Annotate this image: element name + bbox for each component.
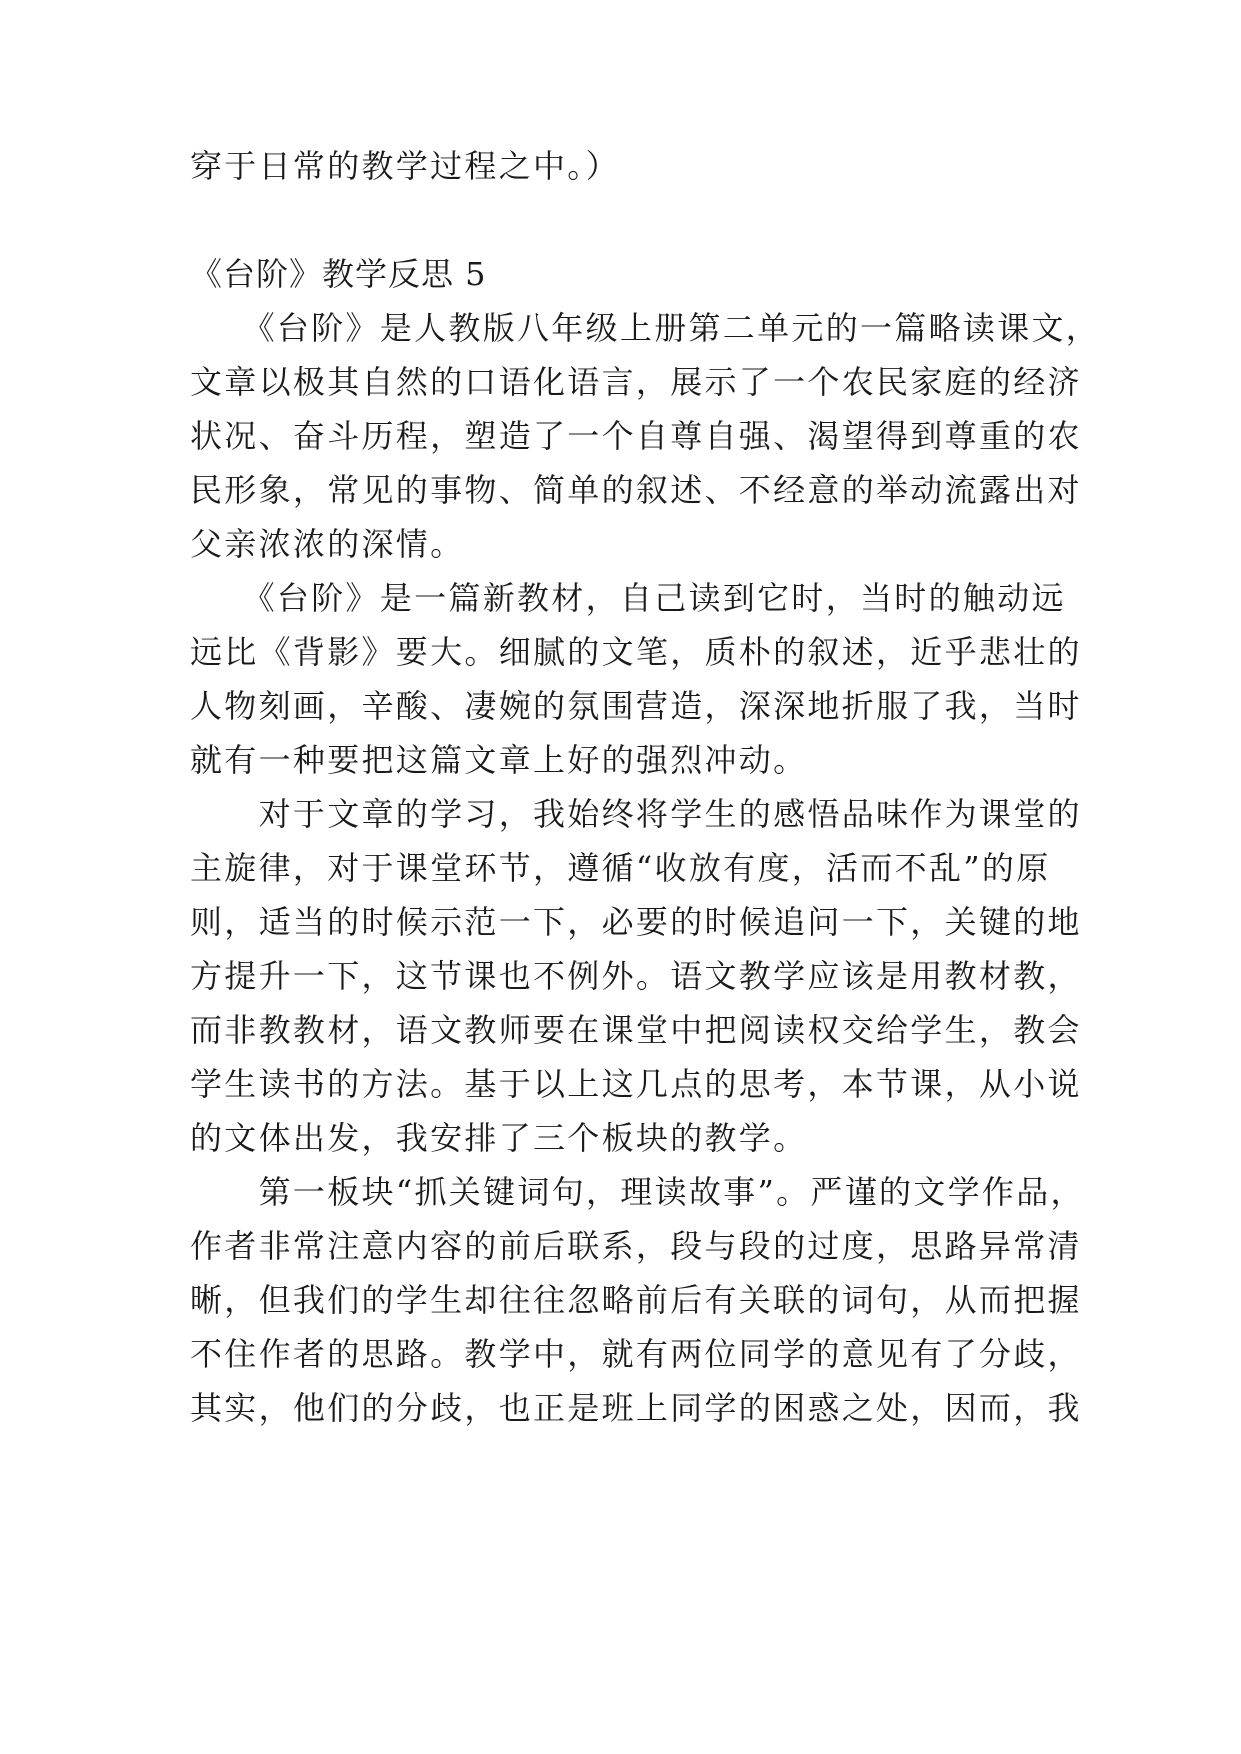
paragraph-line: 晰，但我们的学生却往往忽略前后有关联的词句，从而把握 bbox=[190, 1281, 1082, 1319]
paragraph-line: 人物刻画，辛酸、凄婉的氛围营造，深深地折服了我，当时 bbox=[190, 687, 1082, 725]
paragraph-line: 第一板块“抓关键词句，理读故事”。严谨的文学作品， bbox=[190, 1173, 1085, 1211]
continuation-text: 穿于日常的教学过程之中。） bbox=[190, 147, 620, 185]
paragraph-line: 方提升一下，这节课也不例外。语文教学应该是用教材教， bbox=[190, 957, 1082, 995]
paragraph-line: 对于文章的学习，我始终将学生的感悟品味作为课堂的 bbox=[190, 795, 1082, 833]
paragraph-line: 《台阶》是一篇新教材，自己读到它时，当时的触动远 bbox=[190, 579, 1066, 617]
paragraph-line: 学生读书的方法。基于以上这几点的思考，本节课，从小说 bbox=[190, 1065, 1082, 1103]
paragraph-line: 不住作者的思路。教学中，就有两位同学的意见有了分歧， bbox=[190, 1335, 1082, 1373]
paragraph-line: 就有一种要把这篇文章上好的强烈冲动。 bbox=[190, 741, 808, 779]
paragraph-line: 状况、奋斗历程，塑造了一个自尊自强、渴望得到尊重的农 bbox=[190, 417, 1082, 455]
paragraph-line: 其实，他们的分歧，也正是班上同学的困惑之处，因而，我 bbox=[190, 1389, 1082, 1427]
paragraph-line: 父亲浓浓的深情。 bbox=[190, 525, 465, 563]
paragraph-line: 《台阶》是人教版八年级上册第二单元的一篇略读课文， bbox=[190, 309, 1101, 347]
paragraph-line: 则，适当的时候示范一下，必要的时候追问一下，关键的地 bbox=[190, 903, 1082, 941]
paragraph-line: 文章以极其自然的口语化语言，展示了一个农民家庭的经济 bbox=[190, 363, 1082, 401]
paragraph-line: 远比《背影》要大。细腻的文笔，质朴的叙述，近乎悲壮的 bbox=[190, 633, 1082, 671]
section-title: 《台阶》教学反思 5 bbox=[190, 255, 487, 293]
paragraph-line: 主旋律，对于课堂环节，遵循“收放有度，活而不乱”的原 bbox=[190, 849, 1051, 887]
paragraph-line: 的文体出发，我安排了三个板块的教学。 bbox=[190, 1119, 808, 1157]
paragraph-line: 作者非常注意内容的前后联系，段与段的过度，思路异常清 bbox=[190, 1227, 1082, 1265]
paragraph-line: 民形象，常见的事物、简单的叙述、不经意的举动流露出对 bbox=[190, 471, 1082, 509]
paragraph-line: 而非教教材，语文教师要在课堂中把阅读权交给学生，教会 bbox=[190, 1011, 1082, 1049]
